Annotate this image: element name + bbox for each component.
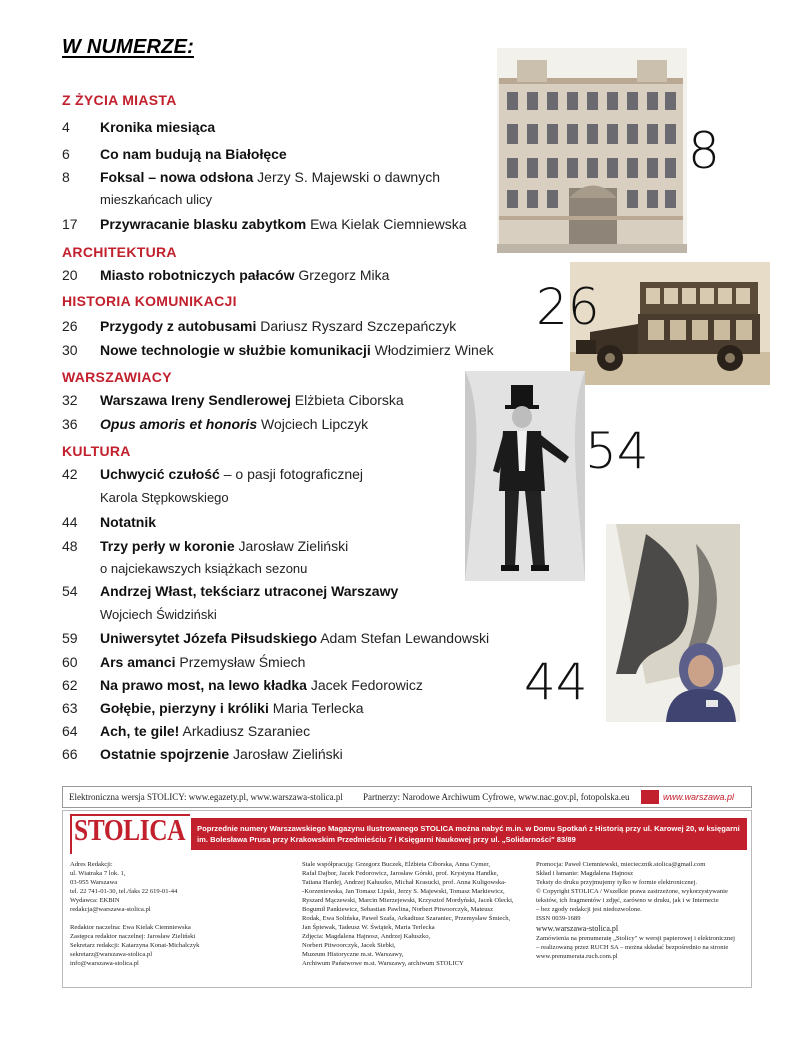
entry-author: Maria Terlecka	[272, 700, 364, 716]
entry-title: Co nam budują na Białołęce	[100, 146, 287, 162]
back-issues-notice: Poprzednie numery Warszawskiego Magazynu Ilustrowanego STOLICA można nabyć m.in. w Domu Spotkań z Historią przy ul. Karowej 20, w księgarni im. Bolesława Prusa przy Krakowskim Przedmieściu 7 i Księgarni Naukowej przy ul. „Solidarności" 83/89	[191, 818, 747, 850]
entry-title: Przygody z autobusami	[100, 318, 257, 334]
entry-continuation: o najciekawszych książkach sezonu	[100, 561, 308, 576]
entry-author: Arkadiusz Szaraniec	[182, 723, 311, 739]
section-kultura: KULTURA	[62, 443, 131, 459]
warszawa-logo-text[interactable]: www.warszawa.pl	[663, 792, 735, 802]
entry-continuation: Wojciech Świdziński	[100, 607, 217, 622]
entry-page: 62	[62, 677, 78, 693]
entry-author: Jarosław Zieliński	[233, 746, 343, 762]
toc-entry[interactable]	[100, 538, 348, 554]
entry-title: Notatnik	[100, 514, 156, 530]
artist-photo	[606, 524, 740, 722]
entry-page: 17	[62, 216, 78, 232]
toc-entry[interactable]	[100, 700, 364, 716]
issue-heading: W NUMERZE:	[62, 36, 194, 58]
entry-title: Miasto robotniczych pałaców	[100, 267, 295, 283]
entry-author: Elżbieta Ciborska	[294, 392, 404, 408]
entry-title: Przywracanie blasku zabytkom	[100, 216, 307, 232]
photo-page-label: 26	[536, 278, 600, 336]
entry-page: 63	[62, 700, 78, 716]
toc-entry[interactable]	[100, 746, 343, 762]
entry-title: Uniwersytet Józefa Piłsudskiego	[100, 630, 318, 646]
toc-entry[interactable]	[100, 342, 494, 358]
toc-entry[interactable]	[100, 583, 398, 599]
entry-title: Ars amanci	[100, 654, 176, 670]
entry-title: Andrzej Włast, tekściarz utraconej Warszawy	[100, 583, 399, 599]
entry-title: Kronika miesiąca	[100, 119, 216, 135]
entry-title: Na prawo most, na lewo kładka	[100, 677, 307, 693]
entry-page: 30	[62, 342, 78, 358]
entry-title: Opus amoris et honoris	[100, 416, 258, 432]
entry-title: Trzy perły w koronie	[100, 538, 235, 554]
entry-title: Ach, te gile!	[100, 723, 180, 739]
toc-entry[interactable]	[100, 318, 456, 334]
entry-page: 36	[62, 416, 78, 432]
entry-title: Uchwycić czułość	[100, 466, 220, 482]
toc-entry[interactable]	[100, 169, 440, 185]
partners-text: Partnerzy: Narodowe Archiwum Cyfrowe, www.nac.gov.pl, fotopolska.eu	[363, 792, 630, 802]
entry-continuation: mieszkańcach ulicy	[100, 192, 212, 207]
toc-entry[interactable]	[100, 630, 489, 646]
imprint-column-legal: Promocja: Paweł Ciemniewski, mieciecznik.stolica@gmail.com Skład i łamanie: Magdalena Hajnosz Teksty do druku przyjmujemy tylko w formie elektronicznej. © Copyright STOLICA / Wszelkie prawa zastrzeżone, wykorzystywanie tekstów, ich fragmentów i zdjęć, zarówno w druku, jak i w Internecie – bez zgody redakcji jest niedozwolone. ISSN 0039-1689 www.warszawa-stolica.pl Zamówienia na prenumeratę „Stolicy" w wersji papierowej i elektronicznej – realizowaną przez RUCH SA – można składać bezpośrednio na stronie www.prenumerata.ruch.com.pl	[536, 861, 735, 960]
entry-author: Dariusz Ryszard Szczepańczyk	[260, 318, 457, 334]
building-photo	[497, 48, 687, 253]
entry-page: 42	[62, 466, 78, 482]
toc-entry[interactable]	[100, 216, 467, 232]
warszawa-logo-icon	[641, 790, 659, 804]
photo-page-label: 44	[524, 653, 588, 711]
toc-entry[interactable]	[100, 146, 287, 162]
section-warszawiacy: WARSZAWIACY	[62, 369, 172, 385]
entry-page: 26	[62, 318, 78, 334]
entry-page: 48	[62, 538, 78, 554]
electronic-version-bar	[62, 786, 752, 808]
stolica-logo: STOLICA	[74, 812, 186, 847]
entry-author: Jacek Fedorowicz	[310, 677, 423, 693]
entry-author: Jarosław Zieliński	[238, 538, 349, 554]
entry-author: Adam Stefan Lewandowski	[320, 630, 490, 646]
entry-author: – o pasji fotograficznej	[223, 466, 364, 482]
entry-page: 54	[62, 583, 78, 599]
entry-page: 32	[62, 392, 78, 408]
electronic-version-text: Elektroniczna wersja STOLICY: www.egazety.pl, www.warszawa-stolica.pl	[69, 792, 343, 802]
entry-page: 4	[62, 119, 70, 135]
toc-entry[interactable]	[100, 416, 368, 432]
entry-author: Wojciech Lipczyk	[261, 416, 369, 432]
entry-author: Jerzy S. Majewski o dawnych	[257, 169, 440, 185]
entry-page: 44	[62, 514, 78, 530]
section-z-zycia-miasta: Z ŻYCIA MIASTA	[62, 92, 177, 108]
toc-entry[interactable]	[100, 392, 404, 408]
entry-title: Ostatnie spojrzenie	[100, 746, 230, 762]
section-architektura: ARCHITEKTURA	[62, 244, 177, 260]
entry-author: Włodzimierz Winek	[374, 342, 494, 358]
photo-page-label: 54	[585, 422, 649, 480]
entry-page: 8	[62, 169, 70, 185]
entry-page: 59	[62, 630, 78, 646]
entry-author: Grzegorz Mika	[298, 267, 390, 283]
photo-page-label: 8	[688, 122, 720, 180]
entry-page: 64	[62, 723, 78, 739]
toc-entry[interactable]	[100, 119, 215, 135]
entry-title: Gołębie, pierzyny i króliki	[100, 700, 269, 716]
entry-author: Przemysław Śmiech	[179, 654, 306, 670]
entry-title: Warszawa Ireny Sendlerowej	[100, 392, 291, 408]
imprint-column-contributors: Stale współpracują: Grzegorz Buczek, Elżbieta Ciborska, Anna Cymer, Rafał Dajbor, Jacek Fedorowicz, Jarosław Górski, prof. Krystyna Handke, Tatiana Hardej, Andrzej Kałuszko, Michał Krasucki, prof. Anna Kuligowska- -Korzeniewska, Jan Tomasz Lipski, Jerzy S. Majewski, Tomasz Markiewicz, Ryszard Mączewski, Marcin Mierzejewski, Krzysztof Mordyński, Jacek Olecki, Bogumił Pankiewicz, Sebastian Pawlina, Norbert Pitwoorczyk, Mateusz Rodak, Ewa Solińska, Paweł Szafa, Arkadiusz Szaraniec, Przemysław Śmiech, Jan Śpiewak, Tadeusz W. Świątek, Maria Terlecka Zdjęcia: Magdalena Hajnosz, Andrzej Kałuszko, Norbert Pitwoorczyk, Jacek Siebki, Muzeum Historyczne m.st. Warszawy, Archiwum Państwowe m.st. Warszawy, archiwum STOLICY	[302, 861, 514, 967]
toc-entry[interactable]	[100, 723, 310, 739]
entry-title: Foksal – nowa odsłona	[100, 169, 254, 185]
entry-page: 20	[62, 267, 78, 283]
entry-page: 60	[62, 654, 78, 670]
entry-page: 66	[62, 746, 78, 762]
toc-entry[interactable]	[100, 677, 423, 693]
performer-photo	[465, 371, 585, 581]
toc-entry[interactable]	[100, 267, 389, 283]
entry-continuation: Karola Stępkowskiego	[100, 490, 229, 505]
bus-photo	[570, 262, 770, 385]
toc-entry[interactable]	[100, 514, 156, 530]
entry-title: Nowe technologie w służbie komunikacji	[100, 342, 371, 358]
toc-entry[interactable]	[100, 466, 363, 482]
entry-author: Ewa Kielak Ciemniewska	[310, 216, 467, 232]
website-link[interactable]: www.warszawa-stolica.pl	[536, 924, 619, 933]
entry-page: 6	[62, 146, 70, 162]
toc-entry[interactable]	[100, 654, 305, 670]
section-historia-komunikacji: HISTORIA KOMUNIKACJI	[62, 293, 237, 309]
imprint-column-address: Adres Redakcji: ul. Wiatraka 7 lok. 1, 03-955 Warszawa tel. 22 741-01-30, tel./faks 22 619-01-44 Wydawca: EKBIN redakcja@warszawa-stolica.pl Redaktor naczelna: Ewa Kielak Ciemniewska Zastępca redaktor naczelnej: Jarosław Zieliński Sekretarz redakcji: Katarzyna Konat-Michalczyk sekretarz@warszawa-stolica.pl info@warszawa-stolica.pl	[70, 861, 200, 967]
